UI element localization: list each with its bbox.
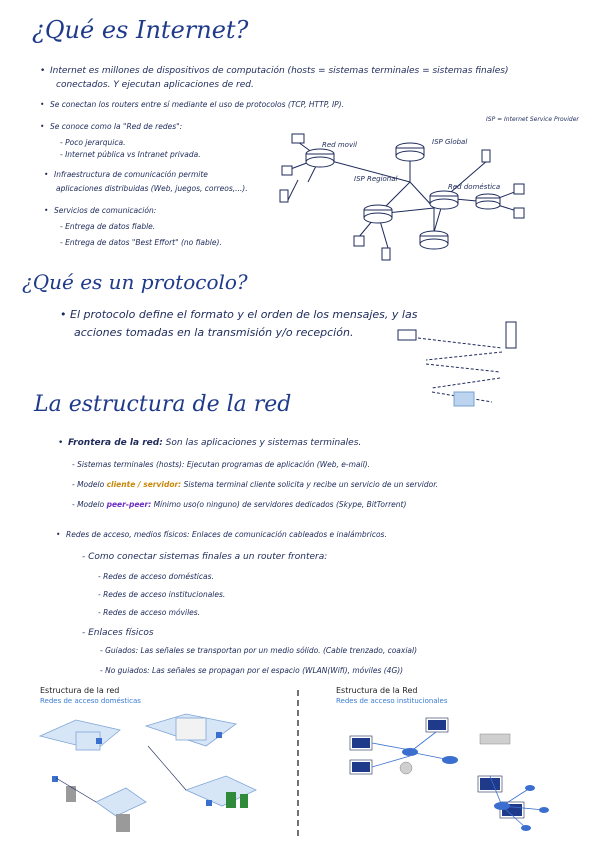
sub-entrega-fiable: - Entrega de datos fiable. bbox=[60, 222, 156, 231]
enlaces-fisicos-line: - Enlaces físicos bbox=[82, 628, 154, 638]
left-panel-title: Estructura de la red bbox=[40, 686, 120, 695]
sistemas-terminales-line: - Sistemas terminales (hosts): Ejecutan programas de aplicación (Web, e-mail). bbox=[72, 460, 370, 469]
bullet-red-de-redes: • Se conoce como la "Red de redes": bbox=[40, 122, 183, 131]
sub-entrega-best-effort: - Entrega de datos "Best Effort" (no fiable). bbox=[60, 238, 222, 247]
bullet-internet-1b: conectados. Y ejecutan aplicaciones de red. bbox=[56, 80, 254, 90]
bullet-infraestructura-b: aplicaciones distribuidas (Web, juegos, correos,...). bbox=[56, 184, 248, 193]
network-diagram bbox=[258, 120, 598, 280]
redes-moviles-line: - Redes de acceso móviles. bbox=[98, 608, 201, 617]
left-panel-subtitle: Redes de acceso domésticas bbox=[40, 697, 141, 705]
label-isp-legend: ISP = Internet Service Provider bbox=[486, 116, 579, 123]
bullet-internet-1: • Internet es millones de dispositivos de computación (hosts = sistemas terminales = sistemas finales) bbox=[40, 66, 509, 76]
protocol-exchange-diagram bbox=[396, 318, 526, 414]
section-title-protocolo: ¿Qué es un protocolo? bbox=[22, 270, 248, 294]
section-title-internet: ¿Qué es Internet? bbox=[32, 16, 249, 44]
label-isp-regional: ISP Regional bbox=[354, 175, 398, 183]
left-panel-illustration bbox=[36, 706, 286, 836]
right-panel-title: Estructura de la Red bbox=[336, 686, 418, 695]
label-red-domestica: Red doméstica bbox=[448, 183, 501, 191]
bullet-routers: • Se conectan los routers entre sí mediante el uso de protocolos (TCP, HTTP, IP). bbox=[40, 100, 344, 109]
guiados-line: - Guiados: Las señales se transportan por un medio sólido. (Cable trenzado, coaxial) bbox=[100, 646, 418, 655]
protocolo-line-1: • El protocolo define el formato y el orden de los mensajes, y las bbox=[60, 308, 418, 321]
sub-poco-jerarquica: - Poco jerarquica. bbox=[60, 138, 126, 147]
redes-domesticas-line: - Redes de acceso domésticas. bbox=[98, 572, 214, 581]
label-red-movil: Red movil bbox=[322, 141, 357, 149]
sub-internet-publica: - Internet pública vs Intranet privada. bbox=[60, 150, 201, 159]
right-panel-subtitle: Redes de acceso institucionales bbox=[336, 697, 448, 705]
section-title-estructura: La estructura de la red bbox=[34, 392, 292, 417]
divider-line bbox=[296, 690, 300, 840]
right-panel-illustration bbox=[330, 706, 590, 840]
no-guiados-line: - No guiados: Las señales se propagan por el espacio (WLAN(Wifi), móviles (4G)) bbox=[100, 666, 404, 675]
protocolo-line-2: acciones tomadas en la transmisión y/o recepción. bbox=[74, 326, 354, 339]
frontera-line: • Frontera de la red: Son las aplicaciones y sistemas terminales. bbox=[58, 438, 362, 448]
label-isp-global: ISP Global bbox=[432, 138, 468, 146]
modelo-cliente-servidor-line: - Modelo cliente / servidor: Sistema terminal cliente solicita y recibe un servicio de un servidor. bbox=[72, 480, 438, 489]
modelo-peer-peer-line: - Modelo peer-peer: Mínimo uso(o ninguno) de servidores dedicados (Skype, BitTorrent) bbox=[72, 500, 407, 509]
como-conectar-line: - Como conectar sistemas finales a un router frontera: bbox=[82, 552, 328, 562]
bullet-infraestructura: • Infraestructura de comunicación permite bbox=[44, 170, 208, 179]
redes-acceso-line: • Redes de acceso, medios físicos: Enlaces de comunicación cableados e inalámbricos. bbox=[56, 530, 387, 539]
bullet-servicios: • Servicios de comunicación: bbox=[44, 206, 157, 215]
redes-institucionales-line: - Redes de acceso institucionales. bbox=[98, 590, 226, 599]
